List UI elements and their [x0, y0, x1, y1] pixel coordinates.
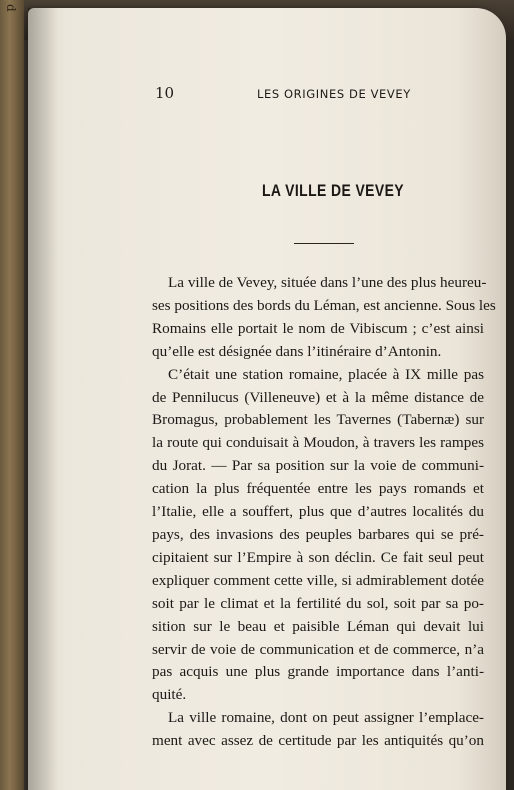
page-number: 10 — [155, 84, 175, 102]
text-line: Bromagus, probablement les Tavernes (Tabernæ) sur — [152, 411, 484, 429]
text-line: ment avec assez de certitude par les antiquités qu’on — [152, 732, 484, 750]
running-head: LES ORIGINES DE VEVEY — [257, 87, 411, 101]
title-rule — [294, 243, 354, 244]
text-line: pas acquis une plus grande importance dans l’anti- — [152, 663, 484, 681]
spine-lettering: d — [4, 4, 18, 12]
text-line: du Jorat. — Par sa position sur la voie de communi- — [152, 457, 484, 475]
text-line: expliquer comment cette ville, si admirablement dotée — [152, 571, 484, 589]
text-line: C’était une station romaine, placée à IX mille pas — [168, 365, 484, 383]
text-line: ses positions des bords du Léman, est ancienne. Sous les — [152, 296, 496, 314]
text-line: La ville de Vevey, située dans l’une des plus heureu- — [168, 274, 487, 291]
text-line: La ville romaine, dont on peut assigner l’emplace- — [168, 709, 484, 727]
chapter-title: LA VILLE DE VEVEY — [262, 181, 405, 200]
adjacent-book-spine — [0, 0, 24, 790]
body-text — [152, 272, 496, 753]
text-line: de Pennilucus (Villeneuve) et à la même distance de — [152, 388, 484, 406]
text-line: cipitaient sur l’Empire à son déclin. Ce fait seul peut — [152, 548, 484, 566]
text-line: soit par le climat et la fertilité du sol, soit par sa po- — [152, 594, 484, 612]
text-line: quité. — [152, 686, 187, 704]
text-line: qu’elle est désignée dans l’itinéraire d’Antonin. — [152, 342, 442, 360]
text-line: pays, des invasions des peuples barbares qui se pré- — [152, 525, 484, 543]
text-line: cation la plus fréquentée entre les pays romands et — [152, 480, 484, 498]
text-line: la route qui conduisait à Moudon, à travers les rampes — [152, 434, 484, 452]
text-line: Romains elle portait le nom de Vibiscum ; c’est ainsi — [152, 319, 484, 337]
text-line: servir de voie de communication et de commerce, n’a — [152, 640, 484, 658]
text-line: l’Italie, elle a souffert, plus que d’autres localités du — [152, 503, 484, 521]
text-line: sition sur le beau et paisible Léman qui devait lui — [152, 617, 484, 635]
